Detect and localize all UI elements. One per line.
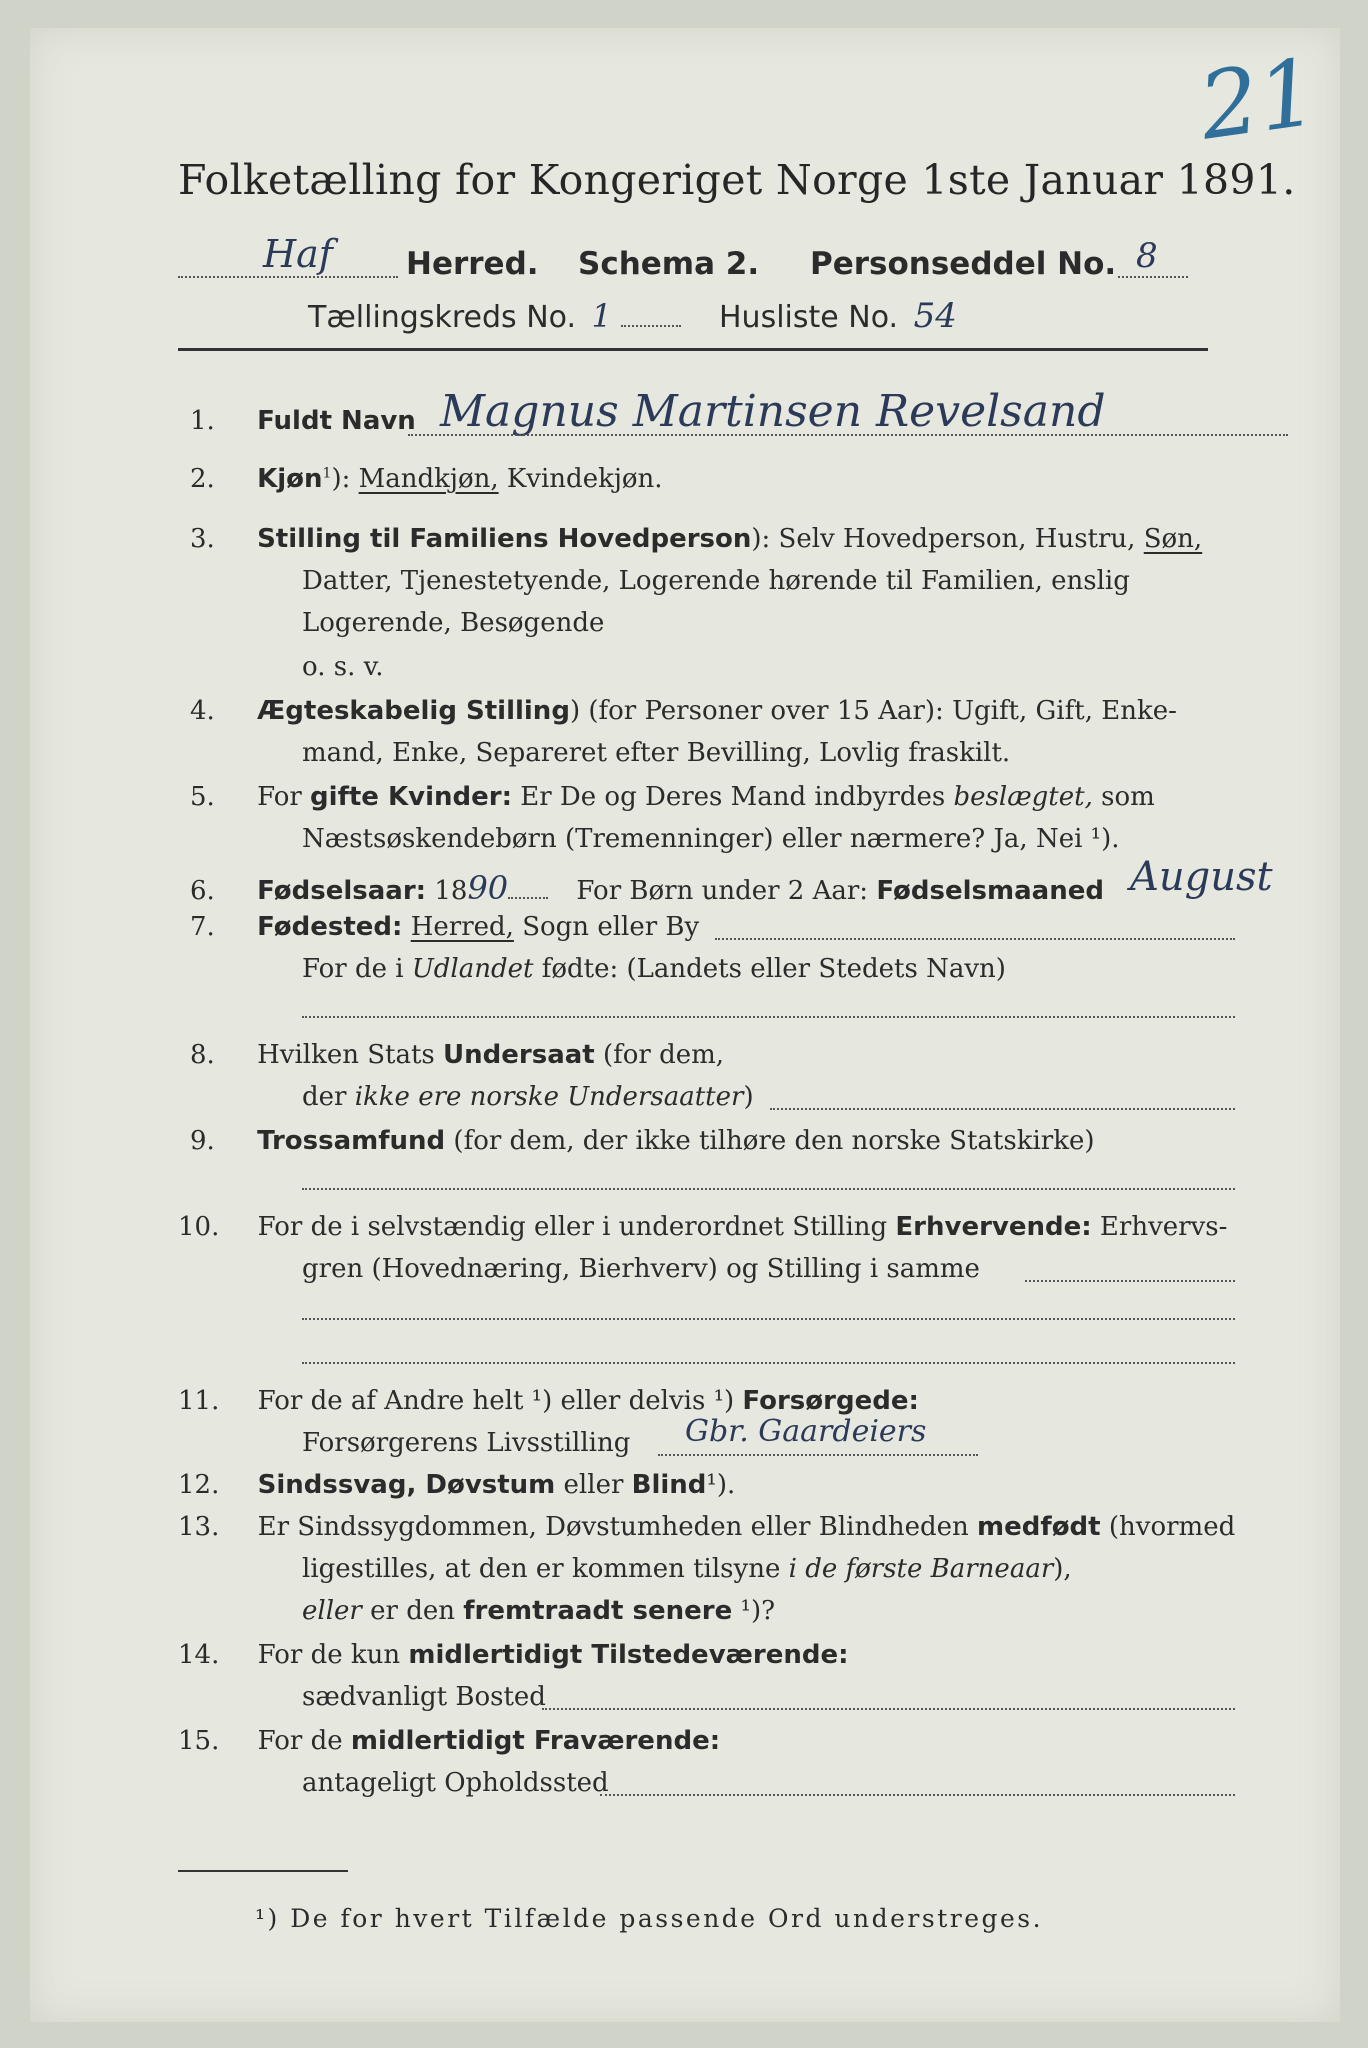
herred-value: Haf [263,232,333,276]
q10-label: Erhvervende: [895,1212,1092,1242]
q12-label2: Blind [631,1470,707,1500]
q7-line2b: fødte: (Landets eller Stedets Navn) [533,954,1006,984]
q13-label: medfødt [977,1512,1101,1542]
q6-month-value: August [1130,854,1273,900]
q4-label: Ægteskabelig Stilling [257,696,570,726]
q13-line3-italic: eller [302,1596,362,1626]
q2-sup: 1 [322,465,332,482]
q6-label2: Fødselsmaaned [876,876,1104,906]
q1-value: Magnus Martinsen Revelsand [440,386,1106,437]
q11-row [178,1388,919,1414]
q4-row [190,698,1177,724]
q13-line3a: er den [361,1596,464,1626]
q1-label: Fuldt Navn [257,406,416,436]
header-kreds-row [308,296,957,336]
q9-number: 9. [190,1126,215,1156]
husliste-value: 54 [913,296,957,336]
husliste-label: Husliste No. [719,300,899,335]
q2-label: Kjøn [257,464,323,494]
q6-year-value: 90 [467,869,509,907]
q5-row [190,784,1155,810]
q11-value: Gbr. Gaardeiers [685,1414,927,1449]
header-rule [178,348,1208,351]
q15-number: 15. [178,1726,220,1756]
q5-label: gifte Kvinder: [310,782,512,812]
q11-number: 11. [178,1386,220,1416]
q8-line2b: ) [743,1082,754,1112]
q14-row [178,1642,849,1668]
q1-row [190,408,416,434]
q10-row [178,1214,1227,1240]
q2-row [190,466,663,492]
page-number: 21 [1193,38,1324,161]
q6-label: Fødselsaar: [257,876,427,906]
q10-line2: gren (Hovednæring, Bierhverv) og Stilling i samme [302,1254,980,1284]
q5-line2: Næstsøskendebørn (Tremenninger) eller nærmere? Ja, Nei ¹). [302,824,1120,854]
q7-number: 7. [190,912,215,942]
q3-selected: Søn, [1143,524,1203,554]
q9-row [190,1128,1094,1154]
q8-line1b: (for dem, [594,1040,725,1070]
q13-line2b: ), [1053,1554,1072,1584]
q12-label: Sindssvag, Døvstum [257,1470,556,1500]
q4-number: 4. [190,696,215,726]
q9-line1: (for dem, der ikke tilhøre den norske Statskirke) [445,1126,1095,1156]
q8-line2a: der [302,1082,355,1112]
q8-line1a: Hvilken Stats [257,1040,444,1070]
q12-number: 12. [178,1470,220,1500]
q13-line2a: ligestilles, at den er kommen tilsyne [302,1554,789,1584]
herred-label: Herred. [406,246,539,282]
q5-line1: Er De og Deres Mand indbyrdes [511,782,954,812]
q14-number: 14. [178,1640,220,1670]
q14-line2: sædvanligt Bosted [302,1682,546,1712]
q6-mid: For Børn under 2 Aar: [576,876,869,906]
q7-selected: Herred, [410,912,514,942]
q4-line2: mand, Enke, Separeret efter Bevilling, Lovlig fraskilt. [302,738,1011,768]
q7-row [190,914,699,940]
q10-number: 10. [178,1212,220,1242]
q13-line2 [302,1556,1072,1582]
q13-row [178,1514,1235,1540]
q3-number: 3. [190,524,215,554]
q2-text-b: Kvindekjøn. [498,464,663,494]
q12-mid: eller [555,1470,632,1500]
q8-label: Undersaat [443,1040,595,1070]
q14-label: midlertidigt Tilstedeværende: [408,1640,849,1670]
q2-selected: Mandkjøn, [358,464,499,494]
q7-line2a: For de i [302,954,412,984]
q3-line3: Logerende, Besøgende [302,608,605,638]
q5-number: 5. [190,782,215,812]
q15-line2: antageligt Opholdssted [302,1768,609,1798]
q7-label: Fødested: [257,912,403,942]
q7-line2-italic: Udlandet [411,954,534,984]
q4-line1: ) (for Personer over 15 Aar): Ugift, Gift, Enke- [569,696,1177,726]
q6-year-prefix: 18 [434,876,468,906]
q14-line1a: For de kun [257,1640,409,1670]
q5-line1-italic: beslægtet, [953,782,1093,812]
q3-row [190,526,1202,552]
q3-line4: o. s. v. [302,652,384,682]
q3-label: Stilling til Familiens Hovedperson [257,524,752,554]
q13-line1b: (hvormed [1100,1512,1236,1542]
q10-line1a: For de i selvstændig eller i underordnet Stilling [257,1212,896,1242]
census-form-page [30,28,1340,2022]
footnote-rule [178,1870,348,1872]
q12-end: ¹). [706,1470,736,1500]
personseddel-value: 8 [1136,236,1158,276]
schema-label: Schema 2. [578,246,760,282]
q12-row [178,1472,735,1498]
q8-number: 8. [190,1040,215,1070]
q7-line2 [302,956,1006,982]
q10-line1b: Erhvervs- [1091,1212,1228,1242]
q8-row [190,1042,724,1068]
q11-line2: Forsørgerens Livsstilling [302,1428,631,1458]
q9-label: Trossamfund [257,1126,446,1156]
q13-line3b: ¹)? [732,1596,776,1626]
q6-row [190,869,1104,907]
q11-label: Forsørgede: [742,1386,919,1416]
q5-label-pre: For [257,782,311,812]
footnote: ¹) De for hvert Tilfælde passende Ord understreges. [255,1904,1044,1933]
q3-line1: ): Selv Hovedperson, Hustru, [751,524,1136,554]
q11-line1: For de af Andre helt ¹) eller delvis ¹) [257,1386,743,1416]
personseddel-label: Personseddel No. [810,246,1117,282]
q13-label2: fremtraadt senere [463,1596,733,1626]
taellingskreds-label: Tællingskreds No. [308,300,576,335]
form-title: Folketælling for Kongeriget Norge 1ste Januar 1891. [178,156,1296,204]
q13-number: 13. [178,1512,220,1542]
q13-line2-italic: i de første Barneaar [788,1554,1054,1584]
q15-row [178,1728,720,1754]
q15-label: midlertidigt Fraværende: [350,1726,721,1756]
q2-text-a: ): [331,464,359,494]
taellingskreds-value: 1 [591,297,612,335]
q13-line3 [302,1598,775,1624]
q8-line2-italic: ikke ere norske Undersaatter [354,1082,744,1112]
q15-line1a: For de [257,1726,351,1756]
q6-number: 6. [190,876,215,906]
q1-number: 1. [190,406,215,436]
q2-number: 2. [190,464,215,494]
q5-line1-end: som [1092,782,1155,812]
q13-line1a: Er Sindssygdommen, Døvstumheden eller Blindheden [257,1512,978,1542]
q7-line1: Sogn eller By [513,912,700,942]
q3-line2: Datter, Tjenestetyende, Logerende hørende til Familien, enslig [302,566,1130,596]
q8-line2 [302,1084,754,1110]
